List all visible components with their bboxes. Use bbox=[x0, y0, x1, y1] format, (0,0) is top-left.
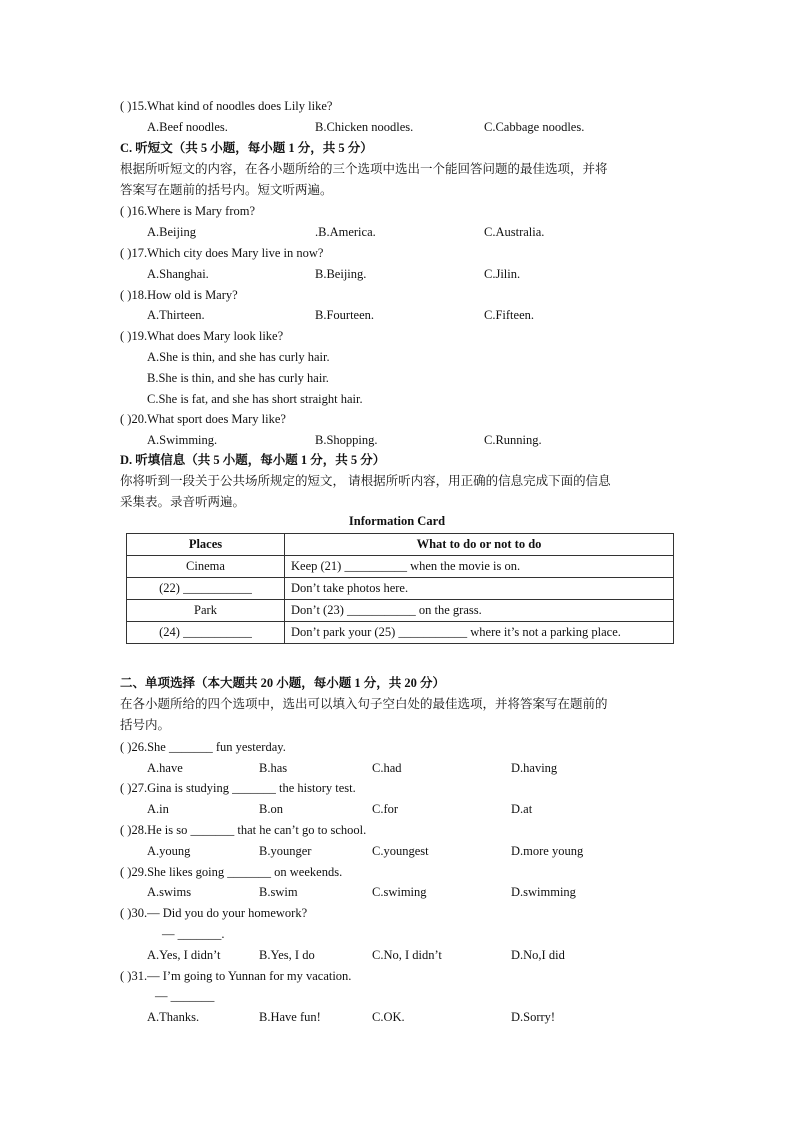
q15-option-c: C.Cabbage noodles. bbox=[484, 120, 585, 134]
q30-stem: ( )30.— Did you do your homework? bbox=[120, 906, 308, 920]
q30-option-c: C.No, I didn’t bbox=[372, 948, 442, 962]
q18-stem: ( )18.How old is Mary? bbox=[120, 288, 238, 302]
q27-stem: ( )27.Gina is studying _______ the history test. bbox=[120, 781, 356, 795]
q20-stem: ( )20.What sport does Mary like? bbox=[120, 412, 286, 426]
q26-option-d: D.having bbox=[511, 761, 558, 775]
q16-option-b: .B.America. bbox=[315, 225, 376, 239]
place-cell: (22) ___________ bbox=[127, 578, 285, 600]
q15-stem: ( )15.What kind of noodles does Lily like? bbox=[120, 99, 333, 113]
q17-stem: ( )17.Which city does Mary live in now? bbox=[120, 246, 324, 260]
q30-option-d: D.No,I did bbox=[511, 948, 565, 962]
todo-cell: Don’t park your (25) ___________ where it’s not a parking place. bbox=[285, 622, 674, 644]
q26-stem: ( )26.She _______ fun yesterday. bbox=[120, 740, 286, 754]
header-what-to-do: What to do or not to do bbox=[285, 534, 674, 556]
todo-cell: Don’t (23) ___________ on the grass. bbox=[285, 600, 674, 622]
section-c-instruction-2: 答案写在题前的括号内。短文听两遍。 bbox=[120, 183, 333, 197]
q28-option-b: B.younger bbox=[259, 844, 312, 858]
q16-stem: ( )16.Where is Mary from? bbox=[120, 204, 256, 218]
part-2-instruction-2: 括号内。 bbox=[120, 718, 171, 732]
q29-option-a: A.swims bbox=[147, 885, 192, 899]
q19-option-c: C.She is fat, and she has short straight hair. bbox=[147, 392, 363, 406]
place-cell: (24) ___________ bbox=[127, 622, 285, 644]
place-cell: Cinema bbox=[127, 556, 285, 578]
q31-stem: ( )31.— I’m going to Yunnan for my vacation. bbox=[120, 969, 352, 983]
q28-option-d: D.more young bbox=[511, 844, 584, 858]
q29-option-b: B.swim bbox=[259, 885, 298, 899]
q19-option-b: B.She is thin, and she has curly hair. bbox=[147, 371, 329, 385]
section-d-instruction-1: 你将听到一段关于公共场所规定的短文， 请根据所听内容，用正确的信息完成下面的信息 bbox=[120, 474, 611, 488]
header-places: Places bbox=[127, 534, 285, 556]
q31-option-d: D.Sorry! bbox=[511, 1010, 556, 1024]
q16-option-c: C.Australia. bbox=[484, 225, 545, 239]
q26-option-b: B.has bbox=[259, 761, 288, 775]
section-c-instruction-1: 根据所听短文的内容，在各小题所给的三个选项中选出一个能回答问题的最佳选项，并将 bbox=[120, 162, 608, 176]
table-row bbox=[127, 578, 674, 600]
table-row bbox=[127, 622, 674, 644]
q20-option-a: A.Swimming. bbox=[147, 433, 218, 447]
place-cell: Park bbox=[127, 600, 285, 622]
part-2-heading: 二、单项选择（本大题共 20 小题，每小题 1 分，共 20 分） bbox=[120, 676, 446, 690]
section-d-heading: D. 听填信息（共 5 小题，每小题 1 分，共 5 分） bbox=[120, 453, 386, 467]
information-card-table bbox=[126, 533, 674, 644]
q27-option-d: D.at bbox=[511, 802, 533, 816]
q28-option-c: C.youngest bbox=[372, 844, 429, 858]
q26-option-c: C.had bbox=[372, 761, 402, 775]
table-header-row bbox=[127, 534, 674, 556]
q18-option-c: C.Fifteen. bbox=[484, 308, 534, 322]
todo-cell: Don’t take photos here. bbox=[285, 578, 674, 600]
section-c-heading: C. 听短文（共 5 小题，每小题 1 分，共 5 分） bbox=[120, 141, 373, 155]
q20-option-c: C.Running. bbox=[484, 433, 542, 447]
table-row bbox=[127, 600, 674, 622]
q18-option-a: A.Thirteen. bbox=[147, 308, 205, 322]
q29-option-c: C.swiming bbox=[372, 885, 427, 899]
q15-option-a: A.Beef noodles. bbox=[147, 120, 228, 134]
todo-cell: Keep (21) __________ when the movie is on. bbox=[285, 556, 674, 578]
q31-option-a: A.Thanks. bbox=[147, 1010, 200, 1024]
information-card-title: Information Card bbox=[348, 514, 446, 528]
q26-option-a: A.have bbox=[147, 761, 183, 775]
table-row bbox=[127, 556, 674, 578]
q29-stem: ( )29.She likes going _______ on weekends. bbox=[120, 865, 343, 879]
q16-option-a: A.Beijing bbox=[147, 225, 196, 239]
q15-option-b: B.Chicken noodles. bbox=[315, 120, 414, 134]
q27-option-b: B.on bbox=[259, 802, 283, 816]
q30-option-b: B.Yes, I do bbox=[259, 948, 315, 962]
q17-option-b: B.Beijing. bbox=[315, 267, 367, 281]
q18-option-b: B.Fourteen. bbox=[315, 308, 375, 322]
section-d-instruction-2: 采集表。录音听两遍。 bbox=[120, 495, 246, 509]
q31-option-c: C.OK. bbox=[372, 1010, 405, 1024]
q17-option-a: A.Shanghai. bbox=[147, 267, 209, 281]
q20-option-b: B.Shopping. bbox=[315, 433, 378, 447]
q27-option-c: C.for bbox=[372, 802, 399, 816]
part-2-instruction-1: 在各小题所给的四个选项中，选出可以填入句子空白处的最佳选项，并将答案写在题前的 bbox=[120, 697, 608, 711]
q31-option-b: B.Have fun! bbox=[259, 1010, 321, 1024]
q30-reply: — _______. bbox=[162, 927, 225, 941]
q27-option-a: A.in bbox=[147, 802, 169, 816]
q19-stem: ( )19.What does Mary look like? bbox=[120, 329, 284, 343]
q28-stem: ( )28.He is so _______ that he can’t go to school. bbox=[120, 823, 367, 837]
q28-option-a: A.young bbox=[147, 844, 191, 858]
q19-option-a: A.She is thin, and she has curly hair. bbox=[147, 350, 330, 364]
q29-option-d: D.swimming bbox=[511, 885, 576, 899]
q17-option-c: C.Jilin. bbox=[484, 267, 521, 281]
q31-reply: — _______ bbox=[155, 989, 215, 1003]
q30-option-a: A.Yes, I didn’t bbox=[147, 948, 221, 962]
